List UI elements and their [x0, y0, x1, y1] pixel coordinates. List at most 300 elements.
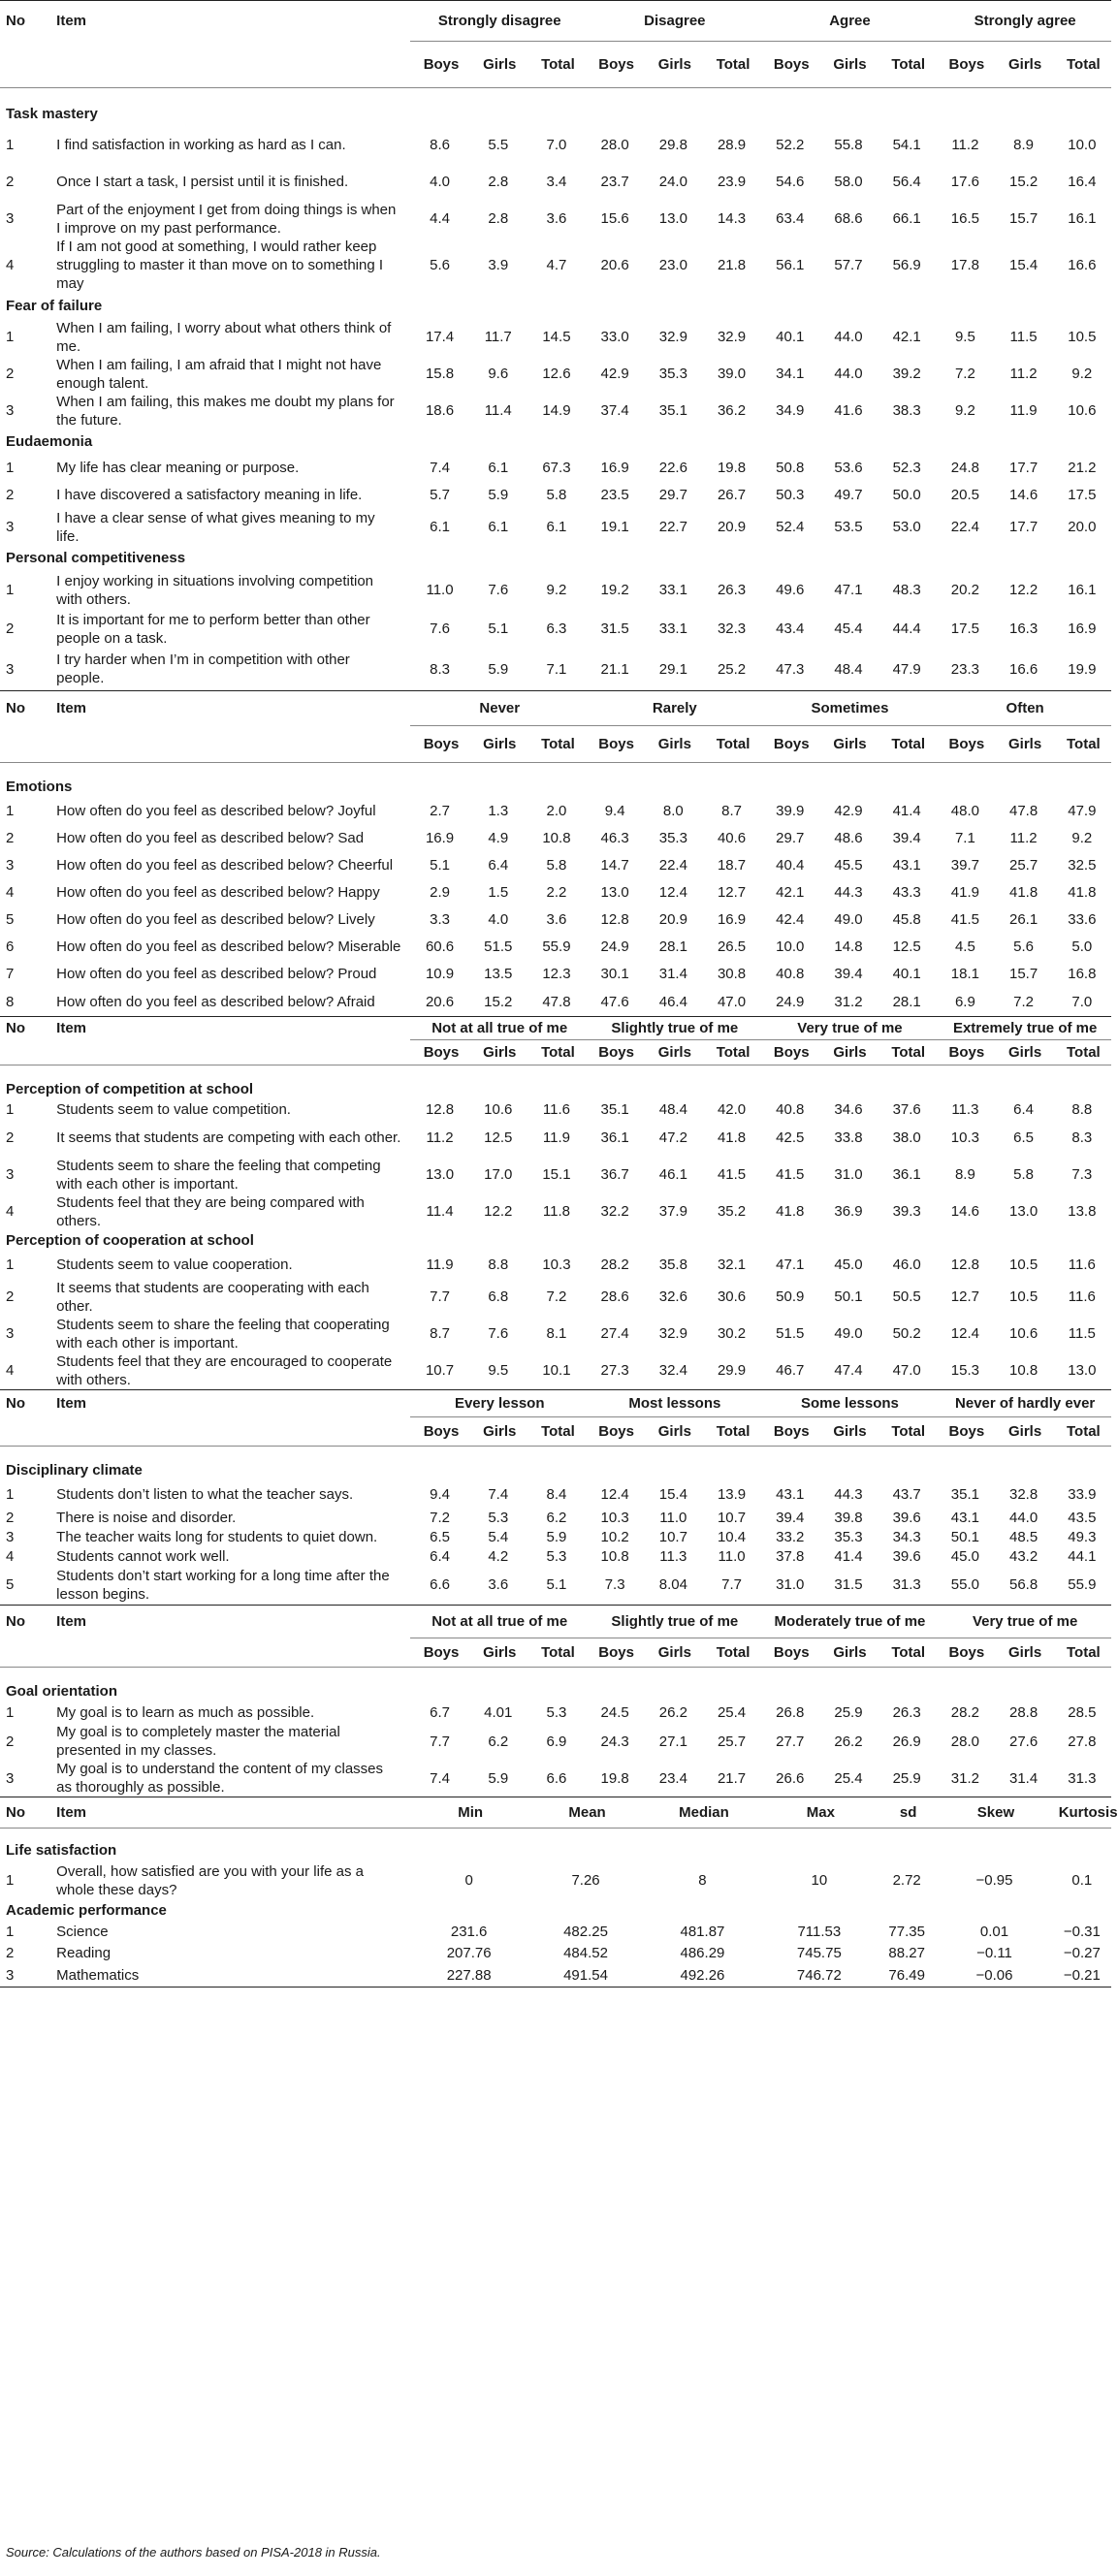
- table-row: [0, 356, 1111, 393]
- value-cell: 45.0: [950, 1547, 979, 1565]
- value-cell: 77.35: [888, 1924, 925, 1940]
- value-cell: 12.5: [484, 1129, 513, 1146]
- value-cell: 25.9: [892, 1769, 921, 1787]
- row-item-text: My goal is to understand the content of my classes as thoroughly as possible.: [56, 1761, 384, 1796]
- value-cell: 8.04: [658, 1576, 687, 1594]
- value-cell: 42.9: [600, 366, 629, 382]
- value-cell: 20.6: [600, 257, 629, 273]
- response-group-header: Strongly agree: [936, 1, 1111, 42]
- value-cell: 11.9: [1009, 402, 1038, 419]
- value-cell: 42.9: [834, 803, 863, 819]
- row-item-text: My life has clear meaning or purpose.: [56, 460, 300, 476]
- value-cell: 6.6: [546, 1769, 567, 1787]
- section-heading: Goal orientation: [6, 1682, 118, 1700]
- value-cell: 22.4: [658, 857, 687, 874]
- value-cell: 17.0: [484, 1166, 513, 1183]
- value-cell: 32.4: [658, 1362, 687, 1379]
- value-cell: 47.8: [542, 993, 571, 1010]
- value-cell: 39.3: [892, 1203, 921, 1220]
- subheader-total: Total: [1053, 1040, 1111, 1065]
- response-group-header: Slightly true of me: [586, 1017, 761, 1040]
- subheader-total: Total: [1053, 1638, 1111, 1667]
- row-item-text: It seems that students are cooperating with each other.: [56, 1279, 369, 1315]
- value-cell: 7.6: [488, 582, 509, 598]
- row-item-text: I enjoy working in situations involving competition with others.: [56, 572, 374, 608]
- value-cell: 53.0: [892, 519, 921, 535]
- row-item-text: It seems that students are competing with each other.: [56, 1129, 401, 1146]
- value-cell: 10.1: [542, 1362, 571, 1379]
- value-cell: 54.6: [776, 174, 805, 190]
- value-cell: 9.6: [488, 366, 509, 382]
- value-cell: −0.11: [976, 1945, 1012, 1961]
- value-cell: 18.1: [950, 966, 979, 982]
- table-row: [0, 319, 1111, 356]
- table-row: [0, 852, 1111, 879]
- value-cell: 8.7: [721, 803, 742, 819]
- value-cell: 9.4: [604, 803, 625, 819]
- table-row: [0, 610, 1111, 649]
- row-number: 2: [6, 174, 15, 190]
- value-cell: 47.9: [892, 660, 921, 678]
- value-cell: 55.0: [950, 1576, 979, 1594]
- value-cell: 6.3: [546, 620, 567, 637]
- value-cell: 54.1: [892, 137, 921, 153]
- value-cell: 56.8: [1008, 1576, 1038, 1594]
- table-row: [0, 1964, 1111, 1988]
- value-cell: 30.8: [717, 966, 747, 982]
- value-cell: 20.9: [658, 911, 687, 928]
- value-cell: 41.5: [776, 1166, 805, 1183]
- row-number: 4: [6, 1362, 15, 1379]
- table-row: [0, 1508, 1111, 1527]
- value-cell: 34.1: [776, 366, 805, 382]
- value-cell: 5.3: [488, 1509, 509, 1526]
- value-cell: 15.4: [658, 1485, 687, 1503]
- value-cell: 24.3: [600, 1733, 629, 1750]
- value-cell: 39.8: [834, 1509, 863, 1526]
- row-item-text: Students seem to share the feeling that cooperating with each other is important.: [56, 1316, 390, 1352]
- value-cell: 12.8: [600, 911, 629, 928]
- value-cell: 50.8: [776, 460, 805, 476]
- value-cell: 26.1: [1008, 911, 1038, 928]
- value-cell: 4.0: [488, 911, 509, 928]
- row-item-text: If I am not good at something, I would rather keep struggling to master it than move on to something I may: [56, 239, 384, 292]
- value-cell: 0.1: [1071, 1872, 1093, 1889]
- section-heading-row: [0, 777, 1111, 798]
- subheader-total: Total: [527, 1040, 586, 1065]
- value-cell: 16.9: [1068, 620, 1097, 637]
- subheader-boys: Boys: [936, 1638, 994, 1667]
- value-cell: 10.3: [600, 1509, 629, 1526]
- value-cell: 6.1: [546, 519, 567, 535]
- row-number: 3: [6, 1325, 15, 1342]
- value-cell: 36.1: [600, 1129, 629, 1146]
- subheader-boys: Boys: [410, 42, 468, 88]
- section-heading: Emotions: [6, 779, 73, 795]
- value-cell: 6.4: [488, 857, 509, 874]
- row-item-text: When I am failing, I worry about what others think of me.: [56, 319, 392, 355]
- subheader-girls: Girls: [644, 726, 702, 763]
- value-cell: 47.0: [892, 1362, 921, 1379]
- section-heading-row: [0, 1230, 1111, 1252]
- value-cell: 56.4: [892, 174, 921, 190]
- response-group-header: Extremely true of me: [936, 1017, 1111, 1040]
- subheader-boys: Boys: [410, 1040, 468, 1065]
- row-number: 1: [6, 1924, 15, 1940]
- table-row: [0, 906, 1111, 934]
- table-row: [0, 127, 1111, 164]
- value-cell: 19.2: [600, 582, 629, 598]
- subheader-girls: Girls: [469, 42, 527, 88]
- subheader-girls: Girls: [994, 1416, 1052, 1446]
- section-heading-row: [0, 1840, 1111, 1861]
- row-number: 2: [6, 1288, 15, 1305]
- row-item-text: I find satisfaction in working as hard as I can.: [56, 137, 346, 153]
- row-item-text: Students seem to share the feeling that competing with each other is important.: [56, 1157, 381, 1193]
- value-cell: 26.7: [717, 487, 747, 503]
- value-cell: 38.3: [892, 402, 921, 419]
- value-cell: 49.3: [1068, 1528, 1097, 1545]
- row-item-text: How often do you feel as described below? Proud: [56, 966, 377, 982]
- value-cell: 11.7: [484, 329, 512, 345]
- value-cell: 32.2: [600, 1203, 629, 1220]
- value-cell: 9.4: [430, 1485, 450, 1503]
- row-item-text: I try harder when I’m in competition with other people.: [56, 652, 350, 687]
- value-cell: 10.3: [950, 1129, 979, 1146]
- value-cell: 7.3: [1071, 1166, 1093, 1183]
- value-cell: 46.3: [600, 830, 629, 846]
- value-cell: 52.3: [892, 460, 921, 476]
- value-cell: 39.2: [892, 366, 921, 382]
- value-cell: 33.8: [834, 1129, 863, 1146]
- subheader-spacer: [50, 726, 410, 763]
- table-row: [0, 455, 1111, 482]
- value-cell: 35.3: [658, 366, 687, 382]
- value-cell: 22.7: [658, 519, 687, 535]
- value-cell: 39.9: [776, 803, 805, 819]
- value-cell: 207.76: [446, 1945, 492, 1961]
- value-cell: 25.7: [717, 1733, 747, 1750]
- spacer-row: [0, 763, 1111, 777]
- value-cell: 10.3: [542, 1256, 571, 1273]
- stats-column-header: Median: [644, 1797, 760, 1829]
- value-cell: 56.9: [892, 257, 921, 273]
- value-cell: 33.1: [658, 582, 687, 598]
- subheader-girls: Girls: [819, 42, 878, 88]
- value-cell: 14.8: [834, 938, 863, 955]
- response-group-header: Never of hardly ever: [936, 1389, 1111, 1416]
- value-cell: 8.1: [546, 1325, 567, 1342]
- subheader-girls: Girls: [644, 1040, 702, 1065]
- response-group-header: Very true of me: [936, 1605, 1111, 1638]
- value-cell: 58.0: [834, 174, 863, 190]
- value-cell: 0.01: [979, 1924, 1009, 1940]
- value-cell: 15.7: [1008, 210, 1038, 227]
- value-cell: 4.7: [546, 257, 567, 273]
- value-cell: 3.6: [488, 1576, 509, 1594]
- row-number: 1: [6, 1485, 15, 1503]
- value-cell: 7.26: [571, 1872, 600, 1889]
- value-cell: 88.27: [888, 1945, 925, 1961]
- value-cell: 16.9: [425, 830, 455, 846]
- row-item-text: Part of the enjoyment I get from doing things is when I improve on my past performance.: [56, 201, 397, 237]
- subheader-girls: Girls: [819, 1638, 878, 1667]
- table-row: [0, 201, 1111, 238]
- value-cell: 55.8: [834, 137, 863, 153]
- value-cell: 2.8: [488, 210, 509, 227]
- table-row: [0, 1723, 1111, 1760]
- table-row: [0, 238, 1111, 294]
- value-cell: 44.3: [834, 1485, 863, 1503]
- value-cell: 10.2: [600, 1528, 629, 1545]
- value-cell: −0.31: [1063, 1924, 1101, 1940]
- value-cell: 35.1: [600, 1101, 629, 1118]
- value-cell: 15.8: [425, 366, 455, 382]
- subheader-boys: Boys: [410, 1638, 468, 1667]
- response-group-header: Never: [410, 691, 586, 726]
- value-cell: 5.9: [488, 1769, 509, 1787]
- value-cell: 12.6: [542, 366, 571, 382]
- value-cell: 49.7: [834, 487, 863, 503]
- spacer-row: [0, 88, 1111, 102]
- value-cell: 26.3: [892, 1703, 921, 1721]
- table-header-row: [0, 1389, 1111, 1416]
- value-cell: 5.5: [488, 137, 509, 153]
- value-cell: 7.2: [430, 1509, 450, 1526]
- value-cell: 8.8: [488, 1256, 509, 1273]
- value-cell: −0.06: [936, 1964, 1052, 1988]
- value-cell: 31.2: [834, 993, 863, 1010]
- value-cell: 44.1: [1068, 1547, 1097, 1565]
- value-cell: 47.2: [658, 1129, 687, 1146]
- subheader-spacer: [50, 1040, 410, 1065]
- value-cell: 7.4: [488, 1485, 509, 1503]
- value-cell: 12.2: [1008, 582, 1038, 598]
- value-cell: 53.5: [834, 519, 863, 535]
- value-cell: 35.3: [658, 830, 687, 846]
- value-cell: 11.0: [659, 1509, 687, 1526]
- row-number: 4: [6, 1547, 15, 1565]
- value-cell: 47.6: [600, 993, 629, 1010]
- value-cell: 42.1: [892, 329, 921, 345]
- value-cell: 49.0: [834, 911, 863, 928]
- value-cell: 56.1: [776, 257, 805, 273]
- value-cell: 10.0: [1068, 137, 1097, 153]
- value-cell: 38.0: [892, 1129, 921, 1146]
- subheader-total: Total: [1053, 42, 1111, 88]
- response-group-header: Every lesson: [410, 1389, 586, 1416]
- value-cell: 11.6: [1068, 1288, 1096, 1305]
- value-cell: 24.5: [600, 1703, 629, 1721]
- value-cell: 47.1: [776, 1256, 805, 1273]
- value-cell: 6.9: [546, 1733, 567, 1750]
- subheader-spacer: [0, 1638, 50, 1667]
- row-item-text: Students don’t start working for a long time after the lesson begins.: [56, 1567, 390, 1603]
- value-cell: 47.0: [717, 993, 747, 1010]
- section-heading: Fear of failure: [6, 298, 103, 314]
- value-cell: 8.4: [546, 1485, 567, 1503]
- value-cell: 5.9: [488, 487, 509, 503]
- value-cell: 5.1: [430, 857, 450, 874]
- value-cell: 6.2: [546, 1509, 567, 1526]
- value-cell: 50.2: [892, 1325, 921, 1342]
- value-cell: 10.9: [425, 966, 455, 982]
- subheader-girls: Girls: [819, 726, 878, 763]
- value-cell: 5.8: [546, 487, 567, 503]
- subheader-boys: Boys: [936, 726, 994, 763]
- row-item-text: How often do you feel as described below? Miserable: [56, 938, 401, 955]
- value-cell: 42.4: [776, 911, 805, 928]
- value-cell: 28.1: [892, 993, 921, 1010]
- value-cell: 33.2: [776, 1528, 805, 1545]
- value-cell: 10.7: [425, 1362, 455, 1379]
- subheader-total: Total: [878, 1638, 936, 1667]
- section-heading: Perception of competition at school: [6, 1081, 254, 1097]
- row-item-text: Students cannot work well.: [56, 1547, 230, 1565]
- value-cell: 5.1: [488, 620, 509, 637]
- value-cell: 8: [698, 1872, 707, 1889]
- value-cell: 8.9: [1013, 137, 1035, 153]
- subheader-boys: Boys: [410, 726, 468, 763]
- value-cell: 8.0: [662, 803, 684, 819]
- row-number: 1: [6, 582, 15, 598]
- value-cell: 8.6: [430, 137, 450, 153]
- value-cell: 10.8: [600, 1547, 629, 1565]
- value-cell: 29.8: [658, 137, 687, 153]
- value-cell: 10: [811, 1872, 828, 1889]
- stats-column-header: Kurtosis: [1053, 1797, 1111, 1829]
- value-cell: 39.6: [892, 1547, 921, 1565]
- value-cell: 39.4: [834, 966, 863, 982]
- row-number: 2: [6, 1509, 15, 1526]
- table-subheader-row: [0, 726, 1111, 763]
- value-cell: 711.53: [797, 1924, 842, 1940]
- subheader-boys: Boys: [586, 1416, 644, 1446]
- row-number: 3: [6, 660, 15, 678]
- value-cell: 24.9: [776, 993, 805, 1010]
- row-number: 7: [6, 966, 15, 982]
- subheader-total: Total: [702, 42, 760, 88]
- row-number: 1: [6, 1703, 15, 1721]
- value-cell: 30.6: [717, 1288, 747, 1305]
- value-cell: 16.4: [1068, 174, 1097, 190]
- table-row: [0, 1922, 1111, 1943]
- value-cell: 32.9: [717, 329, 747, 345]
- value-cell: 35.1: [950, 1485, 979, 1503]
- value-cell: 31.2: [950, 1769, 979, 1787]
- value-cell: 227.88: [410, 1964, 527, 1988]
- value-cell: 14.9: [542, 402, 571, 419]
- value-cell: 13.0: [600, 884, 629, 901]
- value-cell: 49.0: [834, 1325, 863, 1342]
- value-cell: 21.7: [717, 1769, 747, 1787]
- value-cell: 24.9: [600, 938, 629, 955]
- value-cell: 6.7: [430, 1703, 450, 1721]
- value-cell: 7.6: [488, 1325, 509, 1342]
- subheader-girls: Girls: [644, 1416, 702, 1446]
- table-row: [0, 1100, 1111, 1120]
- value-cell: 11.0: [426, 582, 454, 598]
- table-row: [0, 393, 1111, 429]
- value-cell: 11.2: [951, 137, 979, 153]
- value-cell: 14.6: [950, 1203, 979, 1220]
- table-row: [0, 1352, 1111, 1390]
- subheader-boys: Boys: [761, 42, 819, 88]
- stats-column-header: Max: [761, 1797, 878, 1829]
- row-number: 2: [6, 1129, 15, 1146]
- value-cell: 4.5: [954, 938, 975, 955]
- value-cell: 40.8: [776, 966, 805, 982]
- value-cell: 6.5: [1013, 1129, 1035, 1146]
- value-cell: 16.6: [1068, 257, 1097, 273]
- value-cell: 19.8: [600, 1769, 629, 1787]
- stats-header-row: [0, 1797, 1111, 1829]
- value-cell: 32.8: [1008, 1485, 1038, 1503]
- subheader-girls: Girls: [644, 1638, 702, 1667]
- section-heading: Academic performance: [6, 1902, 167, 1919]
- table-row: [0, 934, 1111, 961]
- section-heading-row: [0, 1459, 1111, 1480]
- row-number: 2: [6, 366, 15, 382]
- value-cell: 16.8: [1068, 966, 1097, 982]
- value-cell: 48.0: [950, 803, 979, 819]
- subheader-girls: Girls: [469, 1040, 527, 1065]
- value-cell: 29.7: [776, 830, 805, 846]
- value-cell: 6.8: [488, 1288, 509, 1305]
- value-cell: 31.3: [1068, 1769, 1097, 1787]
- value-cell: 60.6: [425, 938, 455, 955]
- row-number: 2: [6, 487, 15, 503]
- source-note: Source: Calculations of the authors based on PISA-2018 in Russia.: [6, 2545, 381, 2560]
- row-number: 3: [6, 402, 15, 419]
- value-cell: 39.4: [892, 830, 921, 846]
- value-cell: 10.5: [1068, 329, 1097, 345]
- value-cell: 19.8: [717, 460, 747, 476]
- value-cell: 746.72: [761, 1964, 878, 1988]
- value-cell: 11.8: [542, 1203, 570, 1220]
- response-group-header: Not at all true of me: [410, 1017, 586, 1040]
- spacer-row: [0, 1065, 1111, 1079]
- value-cell: 6.5: [430, 1528, 450, 1545]
- table-row: [0, 1566, 1111, 1605]
- value-cell: 30.1: [600, 966, 629, 982]
- value-cell: 33.0: [600, 329, 629, 345]
- value-cell: 7.1: [954, 830, 975, 846]
- value-cell: 26.9: [892, 1733, 921, 1750]
- value-cell: 10.5: [1008, 1256, 1038, 1273]
- subheader-total: Total: [527, 726, 586, 763]
- value-cell: 16.1: [1068, 582, 1097, 598]
- row-number: 3: [6, 210, 15, 227]
- value-cell: 31.4: [658, 966, 687, 982]
- value-cell: 33.9: [1068, 1485, 1097, 1503]
- value-cell: 40.1: [776, 329, 805, 345]
- table-row: [0, 571, 1111, 610]
- value-cell: 7.2: [1013, 993, 1035, 1010]
- value-cell: 43.7: [892, 1485, 921, 1503]
- value-cell: 16.5: [950, 210, 979, 227]
- table-header-row: [0, 691, 1111, 726]
- subheader-total: Total: [527, 1416, 586, 1446]
- value-cell: 33.1: [658, 620, 687, 637]
- value-cell: 29.7: [658, 487, 687, 503]
- value-cell: 47.4: [834, 1362, 863, 1379]
- value-cell: 23.4: [658, 1769, 687, 1787]
- value-cell: 3.9: [488, 257, 509, 273]
- table-row: [0, 1316, 1111, 1352]
- value-cell: 37.9: [658, 1203, 687, 1220]
- value-cell: 25.2: [717, 660, 747, 678]
